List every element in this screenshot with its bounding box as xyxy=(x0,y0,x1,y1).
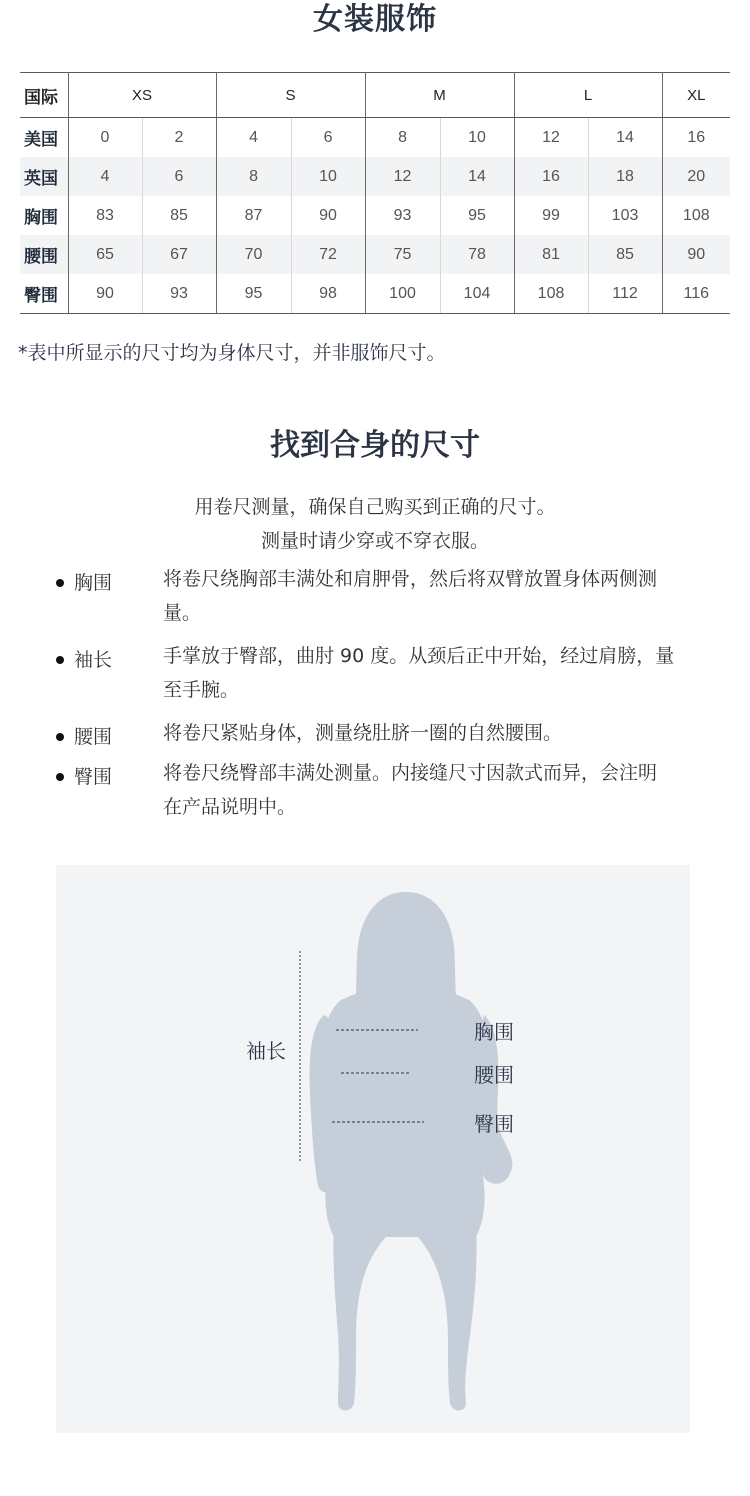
table-cell: 72 xyxy=(291,235,365,274)
table-cell: 12 xyxy=(365,157,440,196)
size-chart-table xyxy=(20,72,730,314)
table-cell: 99 xyxy=(514,196,588,235)
bullet-dot xyxy=(56,579,64,587)
row-label: 英国 xyxy=(20,157,68,196)
size-header-xs: XS xyxy=(68,73,216,118)
table-cell: 16 xyxy=(514,157,588,196)
bullet-desc: 将卷尺绕胸部丰满处和肩胛骨，然后将双臂放置身体两侧测量。 xyxy=(163,568,658,624)
bullet-dot xyxy=(56,773,64,781)
row-label: 美国 xyxy=(20,118,68,158)
table-cell: 14 xyxy=(588,118,662,158)
table-cell: 4 xyxy=(216,118,291,158)
table-cell: 75 xyxy=(365,235,440,274)
table-cell: 90 xyxy=(68,274,142,314)
table-row xyxy=(20,118,730,158)
table-cell: 2 xyxy=(142,118,216,158)
table-cell: 93 xyxy=(365,196,440,235)
table-cell: 103 xyxy=(588,196,662,235)
table-row xyxy=(20,157,730,196)
page-title: 女装服饰 xyxy=(313,2,437,37)
label-chest: 胸围 xyxy=(474,1020,514,1044)
measurement-diagram xyxy=(56,865,690,1433)
row-label: 胸围 xyxy=(20,196,68,235)
table-cell: 18 xyxy=(588,157,662,196)
size-header-m: M xyxy=(365,73,514,118)
table-row xyxy=(20,274,730,314)
table-cell: 14 xyxy=(440,157,514,196)
table-cell: 108 xyxy=(682,206,710,224)
row-label: 臀围 xyxy=(20,274,68,314)
table-cell: 8 xyxy=(365,118,440,158)
table-cell: 65 xyxy=(68,235,142,274)
table-cell: 90 xyxy=(662,235,730,274)
table-row xyxy=(20,235,730,274)
table-cell: 81 xyxy=(514,235,588,274)
table-cell: 8 xyxy=(216,157,291,196)
table-cell: 95 xyxy=(216,274,291,314)
table-cell: 0 xyxy=(68,118,142,158)
table-cell: 70 xyxy=(216,235,291,274)
body-figure xyxy=(56,865,690,1433)
table-cell: 12 xyxy=(514,118,588,158)
table-cell: 83 xyxy=(68,196,142,235)
table-cell: 6 xyxy=(291,118,365,158)
table-cell: 85 xyxy=(588,235,662,274)
table-cell: 90 xyxy=(291,196,365,235)
intro-line-1: 用卷尺测量，确保自己购买到正确的尺寸。 xyxy=(194,496,556,518)
bullet-desc: 手掌放于臀部，曲肘 90 度。从颈后正中开始，经过肩膀，量至手腕。 xyxy=(163,645,675,701)
table-cell: 10 xyxy=(291,157,365,196)
bullet-term: 袖长 xyxy=(74,649,113,671)
bullet-desc: 将卷尺绕臀部丰满处测量。内接缝尺寸因款式而异，会注明在产品说明中。 xyxy=(163,762,658,818)
table-cell: 4 xyxy=(68,157,142,196)
size-header-s: S xyxy=(216,73,365,118)
table-cell: 67 xyxy=(142,235,216,274)
size-header-l: L xyxy=(514,73,662,118)
table-cell: 100 xyxy=(365,274,440,314)
table-cell: 20 xyxy=(662,157,730,196)
bullet-desc: 将卷尺紧贴身体，测量绕肚脐一圈的自然腰围。 xyxy=(163,722,563,744)
header-label: 国际 xyxy=(20,73,68,118)
table-cell: 78 xyxy=(440,235,514,274)
label-sleeve: 袖长 xyxy=(246,1039,286,1063)
table-cell: 116 xyxy=(662,274,730,314)
table-row xyxy=(20,196,730,235)
table-cell: 95 xyxy=(440,196,514,235)
table-cell: 104 xyxy=(440,274,514,314)
table-cell: 112 xyxy=(588,274,662,314)
table-cell: 85 xyxy=(142,196,216,235)
bullet-term: 腰围 xyxy=(74,726,113,748)
label-waist: 腰围 xyxy=(474,1063,514,1087)
table-cell: 87 xyxy=(216,196,291,235)
table-cell: 93 xyxy=(142,274,216,314)
fit-section-title: 找到合身的尺寸 xyxy=(270,428,480,463)
intro-line-2: 测量时请少穿或不穿衣服。 xyxy=(260,530,489,552)
bullet-dot xyxy=(56,656,64,664)
table-header-row xyxy=(20,73,730,118)
size-note: *表中所显示的尺寸均为身体尺寸，并非服饰尺寸。 xyxy=(18,342,446,364)
row-label: 腰围 xyxy=(20,235,68,274)
table-cell: 6 xyxy=(142,157,216,196)
bullet-dot xyxy=(56,733,64,741)
table-cell: 108 xyxy=(514,274,588,314)
table-cell: 98 xyxy=(291,274,365,314)
bullet-term: 胸围 xyxy=(74,572,113,594)
table-cell: 16 xyxy=(687,128,706,146)
table-cell: 10 xyxy=(440,118,514,158)
bullet-term: 臀围 xyxy=(74,766,113,788)
size-header-xl: XL xyxy=(662,73,730,118)
label-hip: 臀围 xyxy=(474,1112,514,1136)
